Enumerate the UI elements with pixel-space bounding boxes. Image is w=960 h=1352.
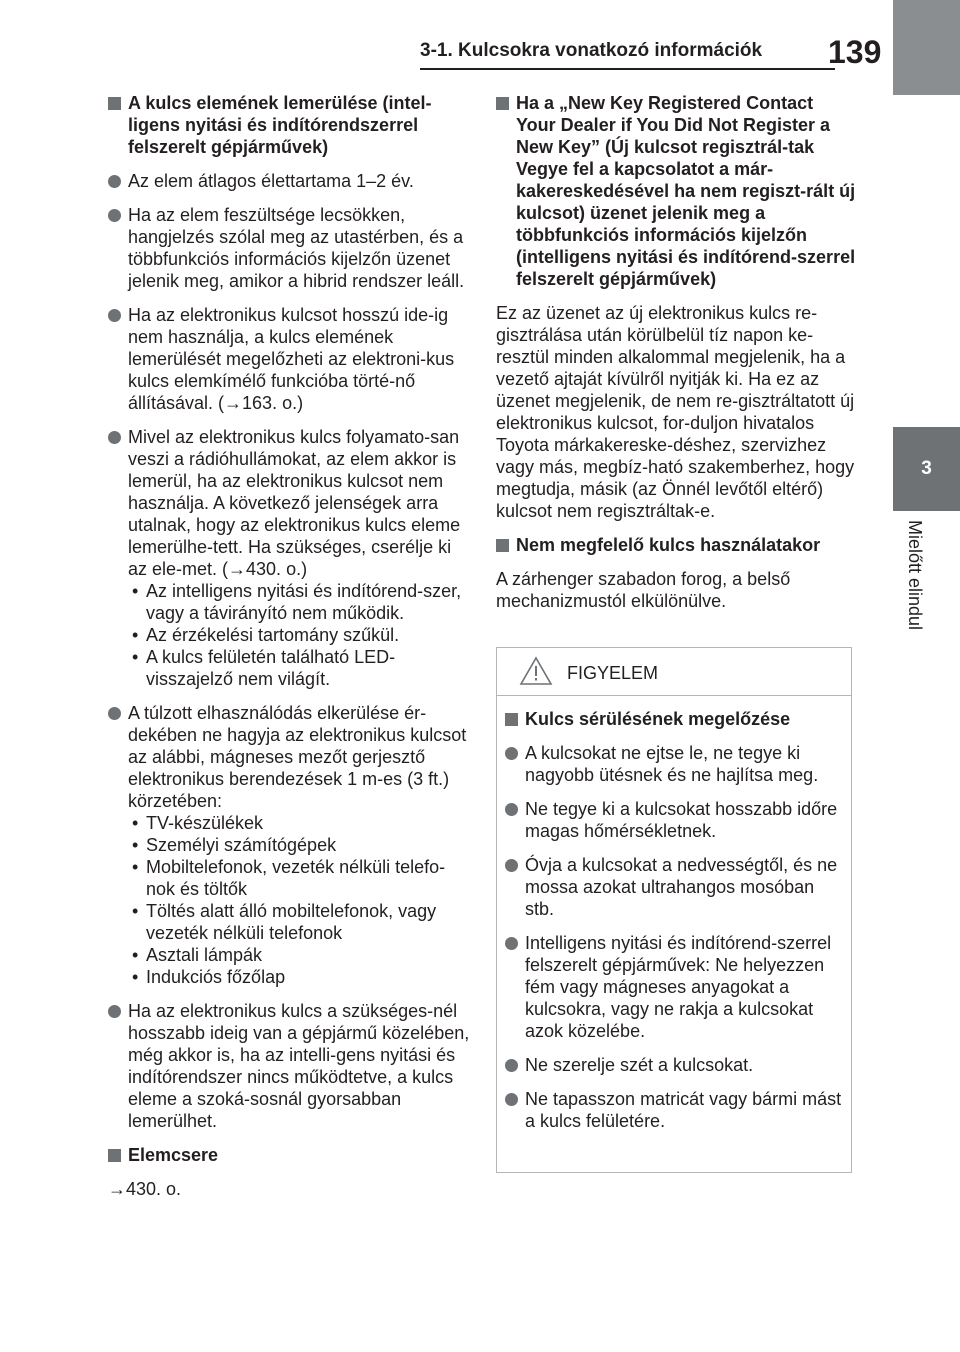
left-column xyxy=(108,92,470,1212)
square-bullet-icon xyxy=(108,97,121,110)
header-rule xyxy=(420,68,835,70)
bullet-item xyxy=(108,702,470,988)
circle-bullet-icon xyxy=(505,1093,518,1106)
sub-bullet-item: • TV-készülékek xyxy=(128,812,470,834)
circle-bullet-icon xyxy=(108,309,121,322)
bullet-item xyxy=(505,1088,843,1132)
bullet-text: Ne tegye ki a kulcsokat hosszabb időre magas hőmérsékletnek. xyxy=(525,799,838,841)
sub-bullet-item: • Az érzékelési tartomány szűkül. xyxy=(128,624,470,646)
right-column xyxy=(496,92,856,624)
sub-bullet-item: • A kulcs felületén található LED-visszajelző nem világít. xyxy=(128,646,470,690)
circle-bullet-icon xyxy=(108,175,121,188)
circle-bullet-icon xyxy=(108,1005,121,1018)
warning-header xyxy=(497,648,851,696)
warning-box xyxy=(496,647,852,1173)
sub-bullet-item: • Indukciós főzőlap xyxy=(128,966,470,988)
circle-bullet-icon xyxy=(108,707,121,720)
paragraph: A zárhenger szabadon forog, a belső mechanizmustól elkülönülve. xyxy=(496,569,791,611)
chapter-tab-top xyxy=(893,0,960,95)
circle-bullet-icon xyxy=(108,431,121,444)
bullet-text: A túlzott elhasználódás elkerülése ér-dekében ne hagyja az elektronikus kulcsot az alábbi, mágneses mezőt gerjesztő elektronikus berendezések 1 m-es (3 ft.) körzetében: xyxy=(128,703,467,811)
circle-bullet-icon xyxy=(505,937,518,950)
sub-bullet-item: • Mobiltelefonok, vezeték nélküli telefo-nok és töltők xyxy=(128,856,470,900)
sub-bullet-item: • Töltés alatt álló mobiltelefonok, vagy vezeték nélküli telefonok xyxy=(128,900,470,944)
bullet-text: Ha az elektronikus kulcsot hosszú ide-ig nem használja, a kulcs elemének lemerülését megelőzheti az elektroni-kus kulcs elemkímélő funkcióba törté-nő állításával. (→163. o.) xyxy=(128,305,455,413)
square-bullet-icon xyxy=(496,539,509,552)
circle-bullet-icon xyxy=(505,1059,518,1072)
heading-text: Kulcs sérülésének megelőzése xyxy=(525,709,791,729)
sub-bullet-item: • Az intelligens nyitási és indítórend-szer, vagy a távirányító nem működik. xyxy=(128,580,470,624)
section-heading xyxy=(496,534,856,556)
bullet-text: Ha az elem feszültsége lecsökken, hangjelzés szólal meg az utastérben, és a többfunkciós információs kijelzőn üzenet jelenik meg, amikor a hibrid rendszer leáll. xyxy=(128,205,465,291)
circle-bullet-icon xyxy=(505,859,518,872)
bullet-item xyxy=(108,204,470,292)
section-heading xyxy=(496,92,856,290)
bullet-item xyxy=(108,304,470,414)
square-bullet-icon xyxy=(505,713,518,726)
bullet-text: Ne tapasszon matricát vagy bármi mást a kulcs felületére. xyxy=(525,1089,842,1131)
heading-text: Elemcsere xyxy=(128,1145,219,1165)
circle-bullet-icon xyxy=(505,803,518,816)
paragraph: →430. o. xyxy=(108,1179,182,1199)
warning-triangle-icon xyxy=(519,656,553,686)
page-number: 139 xyxy=(828,34,882,70)
bullet-text: A kulcsokat ne ejtse le, ne tegye ki nagyobb ütésnek és ne hajlítsa meg. xyxy=(525,743,819,785)
section-heading xyxy=(108,92,470,158)
heading-text: Ha a „New Key Registered Contact Your Dealer if You Did Not Register a New Key” (Új kulcsot regisztrál-tak Vegye fel a kapcsolatot a már-kakereskedésével ha nem regiszt-rált új kulcsot) üzenet jelenik meg a többfunkciós információs kijelzőn (intelligens nyitási és indítórend-szerrel felszerelt gépjárművek) xyxy=(516,93,856,289)
bullet-text: Intelligens nyitási és indítórend-szerrel felszerelt gépjárművek: Ne helyezzen fém vagy mágneses anyagokat a kulcsokra, vagy ne rakja a kulcsokat azok közelébe. xyxy=(525,933,832,1041)
heading-text: Nem megfelelő kulcs használatakor xyxy=(516,535,821,555)
chapter-label: Mielőtt elindul xyxy=(905,520,925,631)
chapter-number-tab: 3 xyxy=(893,427,960,511)
bullet-item xyxy=(108,170,470,192)
bullet-text: Ha az elektronikus kulcs a szükséges-nél hosszabb ideig van a gépjármű közelében, még akkor is, ha az intelli-gens nyitási és indítórendszer nincs működtetve, a kulcs eleme a szoká-sosnál gyorsabban lemerülhet. xyxy=(128,1001,470,1131)
circle-bullet-icon xyxy=(505,747,518,760)
sub-bullet-item: • Asztali lámpák xyxy=(128,944,470,966)
bullet-item xyxy=(505,742,843,786)
heading-text: A kulcs elemének lemerülése (intel-ligens nyitási és indítórendszerrel felszerelt gépjárművek) xyxy=(128,93,432,157)
warning-title: FIGYELEM xyxy=(567,663,659,683)
bullet-item xyxy=(108,426,470,690)
bullet-item xyxy=(505,854,843,920)
section-heading xyxy=(108,1144,470,1166)
section-heading xyxy=(505,708,843,730)
bullet-text: Mivel az elektronikus kulcs folyamato-san veszi a rádióhullámokat, az elem akkor is lemerül, ha az elektronikus kulcsot nem használja. A következő jelenségek arra utalnak, hogy az elektronikus kulcs eleme lemerülhe-tett. Ha szükséges, cserélje ki az ele-met. (→430. o.) xyxy=(128,427,461,579)
bullet-item xyxy=(505,1054,843,1076)
bullet-item xyxy=(505,798,843,842)
square-bullet-icon xyxy=(108,1149,121,1162)
bullet-item xyxy=(108,1000,470,1132)
square-bullet-icon xyxy=(496,97,509,110)
warning-body xyxy=(497,696,851,1132)
bullet-item xyxy=(505,932,843,1042)
sub-bullet-item: • Személyi számítógépek xyxy=(128,834,470,856)
bullet-text: Az elem átlagos élettartama 1–2 év. xyxy=(128,171,414,191)
circle-bullet-icon xyxy=(108,209,121,222)
bullet-text: Ne szerelje szét a kulcsokat. xyxy=(525,1055,754,1075)
section-title: 3-1. Kulcsokra vonatkozó információk xyxy=(420,40,763,61)
paragraph: Ez az üzenet az új elektronikus kulcs re-gisztrálása után körülbelül tíz napon ke-resztül minden alkalommal megjelenik, ha a vezető ajtaját kívülről nyitják ki. Ha ez az üzenet megjelenik, de nem re-gisztráltatott új elektronikus kulcsot, for-duljon hivatalos Toyota márkakereske-déshez, szervizhez vagy más, megbíz-ható szakemberhez, hogy megtudja, másik (az Önnél levőtől eltérő) kulcsot nem regisztráltak-e. xyxy=(496,303,855,521)
bullet-text: Óvja a kulcsokat a nedvességtől, és ne mossa azokat ultrahangos mosóban stb. xyxy=(525,855,838,919)
